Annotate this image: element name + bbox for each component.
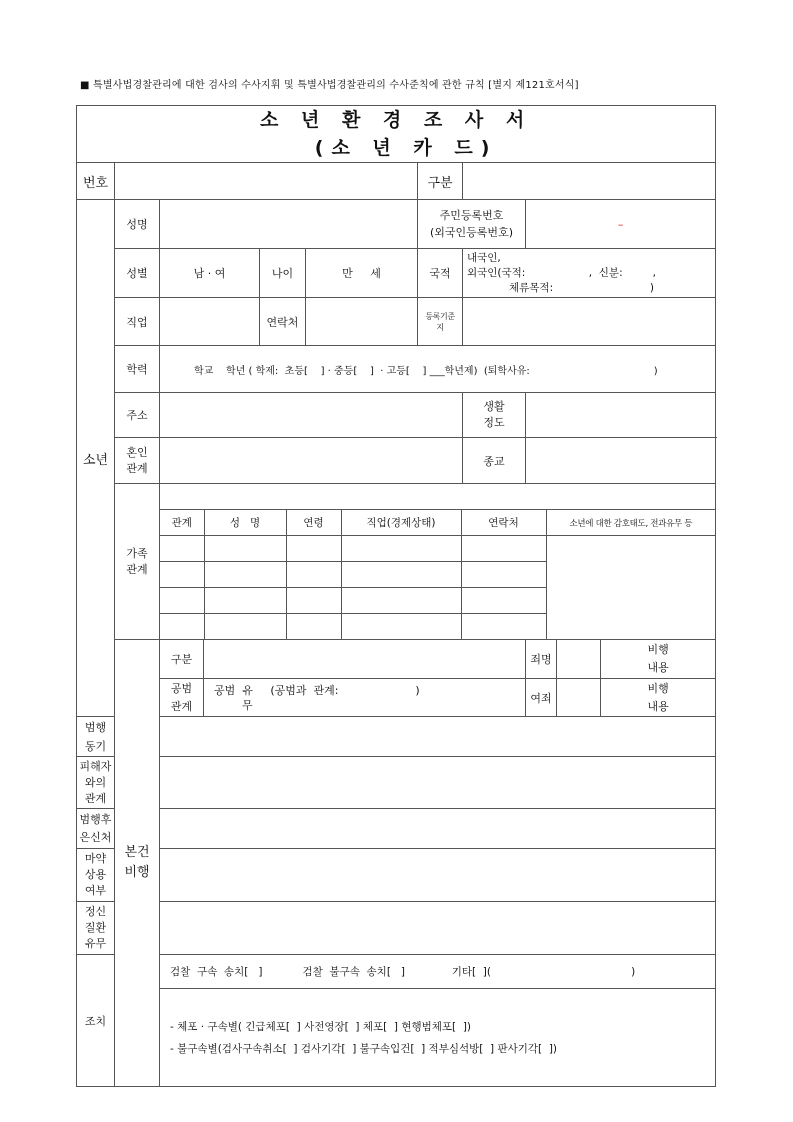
- rrn-field[interactable]: [526, 200, 716, 249]
- reg-base-label: 등록기준지: [418, 298, 463, 346]
- family-cell[interactable]: [204, 588, 286, 614]
- accomplice-label: [160, 679, 204, 717]
- marriage-label: [115, 438, 160, 484]
- victim-relation-label-line1: 피해자: [79, 759, 112, 773]
- mental-illness-field[interactable]: [160, 902, 716, 955]
- juvenile-card-form: [76, 105, 716, 1087]
- hideout-label-line2: 은신처: [79, 830, 112, 844]
- delinquency-label-2: [601, 679, 716, 717]
- number-label: 번호: [77, 163, 115, 200]
- rrn-label-line2: (외국인등록번호): [430, 226, 513, 239]
- family-label-line2: 관계: [126, 562, 148, 576]
- victim-relation-field[interactable]: [160, 757, 716, 809]
- family-cell[interactable]: [160, 562, 204, 588]
- education-field[interactable]: 학교 학년 ( 학제: 초등[ ] · 중등[ ] · 고등[ ] ___학년제) (퇴학사유: ): [160, 346, 716, 393]
- family-header-relation: 관계: [160, 510, 204, 536]
- accomplice-label-line2: 관계: [170, 699, 193, 713]
- religion-label: 종교: [463, 438, 526, 484]
- action-arrest-line: - 체포 · 구속별( 긴급체포[ ] 사전영장[ ] 체포[ ] 현행범체포[ ]): [170, 1020, 472, 1033]
- family-cell[interactable]: [204, 614, 286, 640]
- form-header: ■ 특별사법경찰관리에 대한 검사의 수사지휘 및 특별사법경찰관리의 수사준칙에 관한 규칙 [별지 제121호서식]: [80, 80, 579, 91]
- mental-illness-label-line1: 정신: [84, 905, 107, 918]
- family-header-contact: 연락처: [461, 510, 546, 536]
- delinquency-label-line1: 비행: [647, 643, 669, 656]
- delinquency-label-2-line1: 비행: [647, 681, 669, 695]
- drug-use-label-line3: 여부: [84, 884, 107, 897]
- family-cell[interactable]: [160, 588, 204, 614]
- delinquency-label-line2: 내용: [647, 661, 669, 674]
- other-crime-field[interactable]: [557, 679, 601, 717]
- living-label: [463, 393, 526, 438]
- juvenile-section-label: 소년: [77, 200, 115, 717]
- drug-use-label-line1: 마약: [84, 852, 107, 865]
- action-label: 조치: [77, 955, 115, 1087]
- living-field[interactable]: [526, 393, 716, 438]
- family-cell[interactable]: [461, 614, 546, 640]
- case-section-label-line2: 비행: [124, 865, 150, 880]
- family-cell[interactable]: [341, 562, 461, 588]
- family-table-container: [160, 484, 716, 640]
- family-cell[interactable]: [341, 588, 461, 614]
- family-header-age: 연령: [286, 510, 341, 536]
- family-cell[interactable]: [461, 536, 546, 562]
- mental-illness-label-line2: 질환: [84, 921, 107, 934]
- job-field[interactable]: [160, 298, 260, 346]
- name-label: 성명: [115, 200, 160, 249]
- family-label: [115, 484, 160, 640]
- family-spacer: [160, 484, 715, 510]
- family-cell[interactable]: [204, 562, 286, 588]
- case-section-label: [115, 640, 160, 1087]
- family-attitude-field[interactable]: [546, 536, 715, 640]
- victim-relation-label-line3: 관계: [84, 791, 107, 805]
- contact-field[interactable]: [306, 298, 418, 346]
- job-label: 직업: [115, 298, 160, 346]
- family-cell[interactable]: [341, 614, 461, 640]
- nationality-label: 국적: [418, 249, 463, 298]
- family-cell[interactable]: [160, 536, 204, 562]
- family-cell[interactable]: [286, 536, 341, 562]
- crime-field[interactable]: [557, 640, 601, 679]
- accomplice-line1: 공범 유 (공범과 관계: ): [214, 683, 420, 697]
- family-cell[interactable]: [204, 536, 286, 562]
- address-label: 주소: [115, 393, 160, 438]
- living-label-line2: 정도: [483, 416, 505, 429]
- education-label: 학력: [115, 346, 160, 393]
- accomplice-label-line1: 공범: [170, 681, 193, 695]
- marriage-label-line2: 관계: [126, 461, 148, 475]
- other-crime-label: 여죄: [526, 679, 557, 717]
- family-cell[interactable]: [461, 562, 546, 588]
- gender-label: 성별: [115, 249, 160, 298]
- motive-label: [77, 717, 115, 757]
- victim-relation-label: [77, 757, 115, 809]
- age-field[interactable]: 만 세: [306, 249, 418, 298]
- name-field[interactable]: [160, 200, 418, 249]
- marriage-label-line1: 혼인: [126, 445, 148, 459]
- crime-label: 죄명: [526, 640, 557, 679]
- category-field[interactable]: [463, 163, 716, 200]
- family-cell[interactable]: [286, 588, 341, 614]
- number-field[interactable]: [115, 163, 418, 200]
- action-detail-field[interactable]: [160, 989, 716, 1087]
- nationality-line3: 체류목적: ): [509, 281, 654, 294]
- rrn-label: [418, 200, 526, 249]
- case-section-label-line1: 본건: [124, 845, 150, 860]
- family-header-job: 직업(경제상태): [341, 510, 461, 536]
- form-title: [77, 106, 716, 163]
- contact-label: 연락처: [260, 298, 306, 346]
- case-category-field[interactable]: [204, 640, 526, 679]
- age-label: 나이: [260, 249, 306, 298]
- address-field[interactable]: [160, 393, 463, 438]
- drug-use-label: [77, 849, 115, 902]
- drug-use-label-line2: 상용: [84, 868, 107, 881]
- drug-use-field[interactable]: [160, 849, 716, 902]
- family-label-line1: 가족: [126, 546, 148, 560]
- accomplice-field[interactable]: [204, 679, 526, 717]
- family-cell[interactable]: [286, 562, 341, 588]
- form-title-line2: (소 년 카 드): [314, 137, 498, 159]
- motive-label-line1: 범행: [84, 720, 107, 734]
- family-cell[interactable]: [160, 614, 204, 640]
- living-label-line1: 생활: [483, 400, 505, 413]
- delinquency-label: [601, 640, 716, 679]
- mental-illness-label-line3: 유무: [84, 937, 107, 950]
- rrn-dash: –: [617, 217, 624, 231]
- reg-base-field[interactable]: [463, 298, 716, 346]
- motive-label-line2: 동기: [84, 739, 107, 753]
- marriage-field[interactable]: [160, 438, 463, 484]
- religion-field[interactable]: [526, 438, 716, 484]
- accomplice-line2: 무: [242, 698, 253, 712]
- action-referral-field[interactable]: 검찰 구속 송치[ ] 검찰 불구속 송치[ ] 기타[ ]( ): [160, 955, 716, 989]
- case-category-label: 구분: [160, 640, 204, 679]
- nationality-field[interactable]: [463, 249, 716, 298]
- hideout-field[interactable]: [160, 809, 716, 849]
- gender-field[interactable]: 남 · 여: [160, 249, 260, 298]
- motive-field[interactable]: [160, 717, 716, 757]
- family-cell[interactable]: [341, 536, 461, 562]
- family-cell[interactable]: [461, 588, 546, 614]
- mental-illness-label: [77, 902, 115, 955]
- family-header-name: 성 명: [204, 510, 286, 536]
- hideout-label: [77, 809, 115, 849]
- rrn-label-line1: 주민등록번호: [439, 209, 504, 222]
- family-header-attitude: 소년에 대한 감호태도, 전과유무 등: [546, 510, 715, 536]
- nationality-line1: 내국인,: [467, 251, 501, 264]
- delinquency-label-2-line2: 내용: [647, 699, 669, 713]
- category-label: 구분: [418, 163, 463, 200]
- form-title-line1: 소 년 환 경 조 사 서: [260, 109, 533, 131]
- nationality-line2: 외국인(국적: , 신분: ,: [467, 266, 656, 279]
- action-non-detention-line: - 불구속별(검사구속취소[ ] 검사기각[ ] 불구속입건[ ] 적부심석방[ ] 판사기각[ ]): [170, 1042, 558, 1055]
- victim-relation-label-line2: 와의: [84, 775, 107, 789]
- family-table: [160, 484, 715, 639]
- hideout-label-line1: 범행후: [79, 812, 112, 826]
- family-cell[interactable]: [286, 614, 341, 640]
